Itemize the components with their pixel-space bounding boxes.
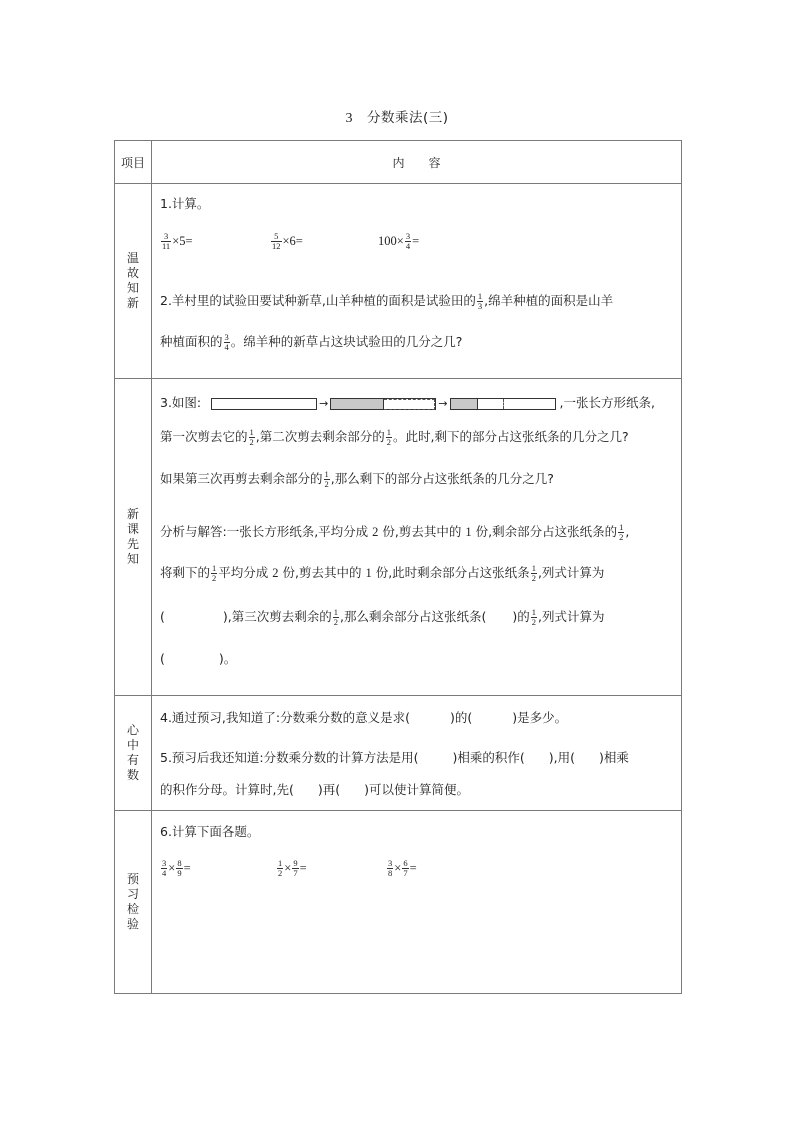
- section-content-newlesson: [152, 379, 682, 696]
- section-newlesson: [115, 379, 682, 696]
- title-text: 分数乘法(三): [366, 110, 449, 126]
- question-2-line1: 2.羊村里的试验田要试种新草,山羊种植的面积是试验田的 $\frac{1}{3}$ ,绵羊种植的面积是山羊: [160, 291, 614, 311]
- header-content: 内 容: [152, 141, 682, 184]
- question-5-line1: 5.预习后我还知道:分数乘分数的计算方法是用( )相乘的积作( ),用( )相乘: [160, 750, 629, 765]
- header-row: [115, 141, 682, 184]
- question-5-line2: 的积作分母。计算时,先( )再( )可以使计算简便。: [160, 782, 470, 797]
- header-item: 项目: [115, 141, 152, 184]
- analysis-line2: 将剩下的 $\frac{1}{2}$ 平均分成 2 份,剪去其中的 1 份,此时剩余部分占这张纸条 $\frac{1}{2}$ ,列式计算为: [160, 563, 605, 583]
- paper-strip-full: [211, 398, 317, 410]
- section-label-mind: 心中有数: [115, 696, 152, 811]
- question-3-line2: 第一次剪去它的 $\frac{1}{2}$ ,第二次剪去剩余部分的 $\frac{1}{2}$ 。此时,剩下的部分占这张纸条的几分之几?: [160, 427, 629, 447]
- worksheet-table: [114, 140, 682, 994]
- question-3-line1: 3.如图: → → ,一张长方形纸条,: [160, 395, 655, 410]
- arrow-icon: →: [319, 397, 329, 410]
- analysis-line3: ( ),第三次剪去剩余的 $\frac{1}{2}$ ,那么剩余部分占这张纸条( )的 $\frac{1}{2}$ ,列式计算为: [160, 607, 605, 627]
- section-content-check: [152, 811, 682, 994]
- paper-strip-half: [330, 398, 436, 410]
- section-label-review: 温故知新: [115, 184, 152, 379]
- section-label-check: 预习检验: [115, 811, 152, 994]
- section-content-mind: [152, 696, 682, 811]
- analysis-line4: ( )。: [160, 651, 237, 666]
- worksheet-title: [0, 106, 794, 127]
- question-3-line3: 如果第三次再剪去剩余部分的 $\frac{1}{2}$ ,那么剩下的部分占这张纸条的几分之几?: [160, 469, 554, 489]
- question-4: 4.通过预习,我知道了:分数乘分数的意义是求( )的( )是多少。: [160, 710, 568, 725]
- title-number: 3: [345, 111, 353, 126]
- question-6: 6.计算下面各题。: [160, 824, 260, 839]
- section-mind: [115, 696, 682, 811]
- calc-item: $\frac{3}{8}$ × $\frac{6}{7}$ =: [388, 858, 417, 878]
- analysis-line1: 分析与解答:一张长方形纸条,平均分成 2 份,剪去其中的 1 份,剩余部分占这张纸条的 $\frac{1}{2}$ ,: [160, 522, 630, 542]
- calc-item: $\frac{3}{4}$ × $\frac{8}{9}$ =: [162, 858, 191, 878]
- section-label-newlesson: 新课先知: [115, 379, 152, 696]
- calc-item: $\frac{3}{11}$ ×5=: [162, 231, 193, 251]
- calc-item: 100× $\frac{3}{4}$ =: [378, 231, 420, 251]
- question-1: 1.计算。: [160, 196, 210, 211]
- arrow-icon: →: [438, 397, 448, 410]
- calc-item: $\frac{5}{12}$ ×6=: [272, 231, 303, 251]
- section-review: [115, 184, 682, 379]
- section-check: [115, 811, 682, 994]
- question-2-line2: 种植面积的 $\frac{3}{4}$ 。绵羊种的新草占这块试验田的几分之几?: [160, 332, 463, 352]
- calc-item: $\frac{1}{2}$ × $\frac{9}{7}$ =: [278, 858, 307, 878]
- section-content-review: [152, 184, 682, 379]
- paper-strip-quarter: [450, 398, 556, 410]
